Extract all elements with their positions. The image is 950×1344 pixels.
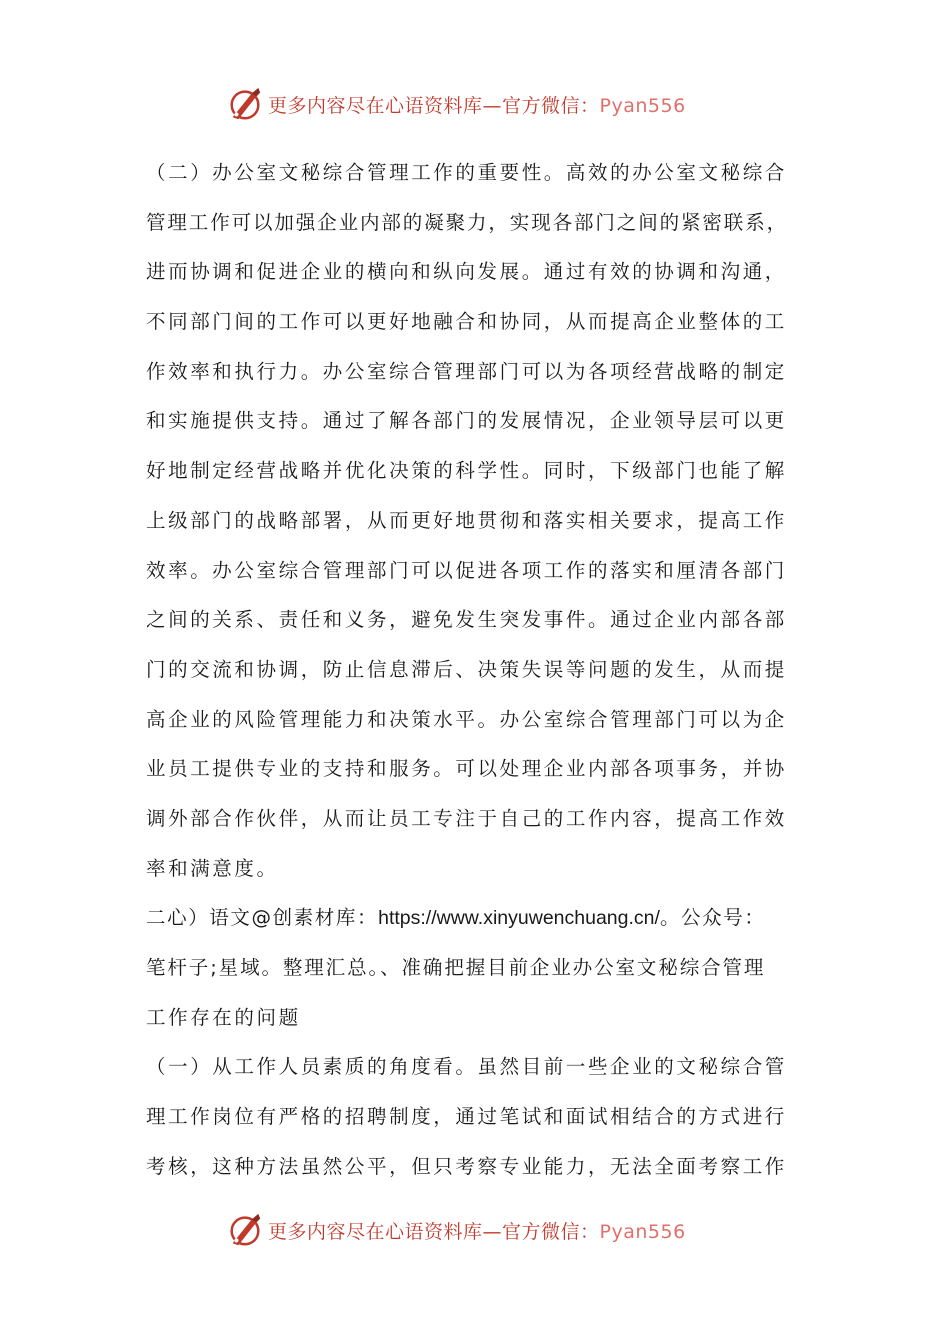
text-line: 效率。办公室综合管理部门可以促进各项工作的落实和厘清各部门 bbox=[146, 558, 787, 582]
text-line: （二）办公室文秘综合管理工作的重要性。高效的办公室文秘综合 bbox=[146, 161, 787, 184]
source-url[interactable]: https://www.xinyuwenchuang.cn/ bbox=[378, 907, 660, 930]
wechat-id: Pyan556 bbox=[599, 1220, 686, 1243]
text-line: 好地制定经营战略并优化决策的科学性。同时，下级部门也能了解 bbox=[146, 459, 787, 483]
text-line: 和实施提供支持。通过了解各部门的发展情况，企业领导层可以更 bbox=[146, 409, 787, 433]
text-line: 之间的关系、责任和义务，避免发生突发事件。通过企业内部各部 bbox=[146, 608, 787, 632]
text-line: 管理工作可以加强企业内部的凝聚力，实现各部门之间的紧密联系， bbox=[146, 210, 789, 234]
footer-watermark bbox=[226, 1210, 746, 1250]
text-line: 理工作岗位有严格的招聘制度，通过笔试和面试相结合的方式进行 bbox=[146, 1105, 787, 1129]
document-body bbox=[146, 148, 822, 1191]
wechat-id: Pyan556 bbox=[599, 94, 686, 117]
text-line: （一）从工作人员素质的角度看。虽然目前一些企业的文秘综合管 bbox=[146, 1055, 787, 1079]
text-line: 不同部门间的工作可以更好地融合和协同，从而提高企业整体的工 bbox=[146, 310, 787, 334]
text-line: 进而协调和促进企业的横向和纵向发展。通过有效的协调和沟通， bbox=[146, 260, 787, 284]
text-line: 高企业的风险管理能力和决策水平。办公室综合管理部门可以为企 bbox=[146, 707, 787, 731]
pen-logo-icon bbox=[226, 85, 264, 123]
text-line: 工作存在的问题 bbox=[146, 1005, 301, 1029]
watermark-text: 更多内容尽在心语资料库—官方微信：Pyan556 bbox=[268, 94, 686, 117]
text-line: 业员工提供专业的支持和服务。可以处理企业内部各项事务，并协 bbox=[146, 757, 787, 781]
source-suffix: 。公众号： bbox=[659, 906, 766, 930]
header-watermark bbox=[226, 84, 746, 124]
pen-logo-icon bbox=[226, 1211, 264, 1249]
text-line: 率和满意度。 bbox=[146, 856, 279, 880]
watermark-text: 更多内容尽在心语资料库—官方微信：Pyan556 bbox=[268, 1220, 686, 1243]
text-line: 上级部门的战略部署，从而更好地贯彻和落实相关要求，提高工作 bbox=[146, 508, 787, 532]
text-line: 调外部合作伙伴，从而让员工专注于自己的工作内容，提高工作效 bbox=[146, 806, 787, 830]
source-prefix: 二心）语文@创素材库： bbox=[146, 906, 379, 930]
text-line: 考核，这种方法虽然公平，但只考察专业能力，无法全面考察工作 bbox=[146, 1154, 787, 1178]
text-line: 作效率和执行力。办公室综合管理部门可以为各项经营战略的制定 bbox=[146, 359, 787, 383]
source-line bbox=[146, 893, 822, 943]
text-line: 笔杆子;星域。整理汇总。、准确把握目前企业办公室文秘综合管理 bbox=[146, 956, 766, 979]
text-line: 门的交流和协调，防止信息滞后、决策失误等问题的发生，从而提 bbox=[146, 657, 787, 681]
